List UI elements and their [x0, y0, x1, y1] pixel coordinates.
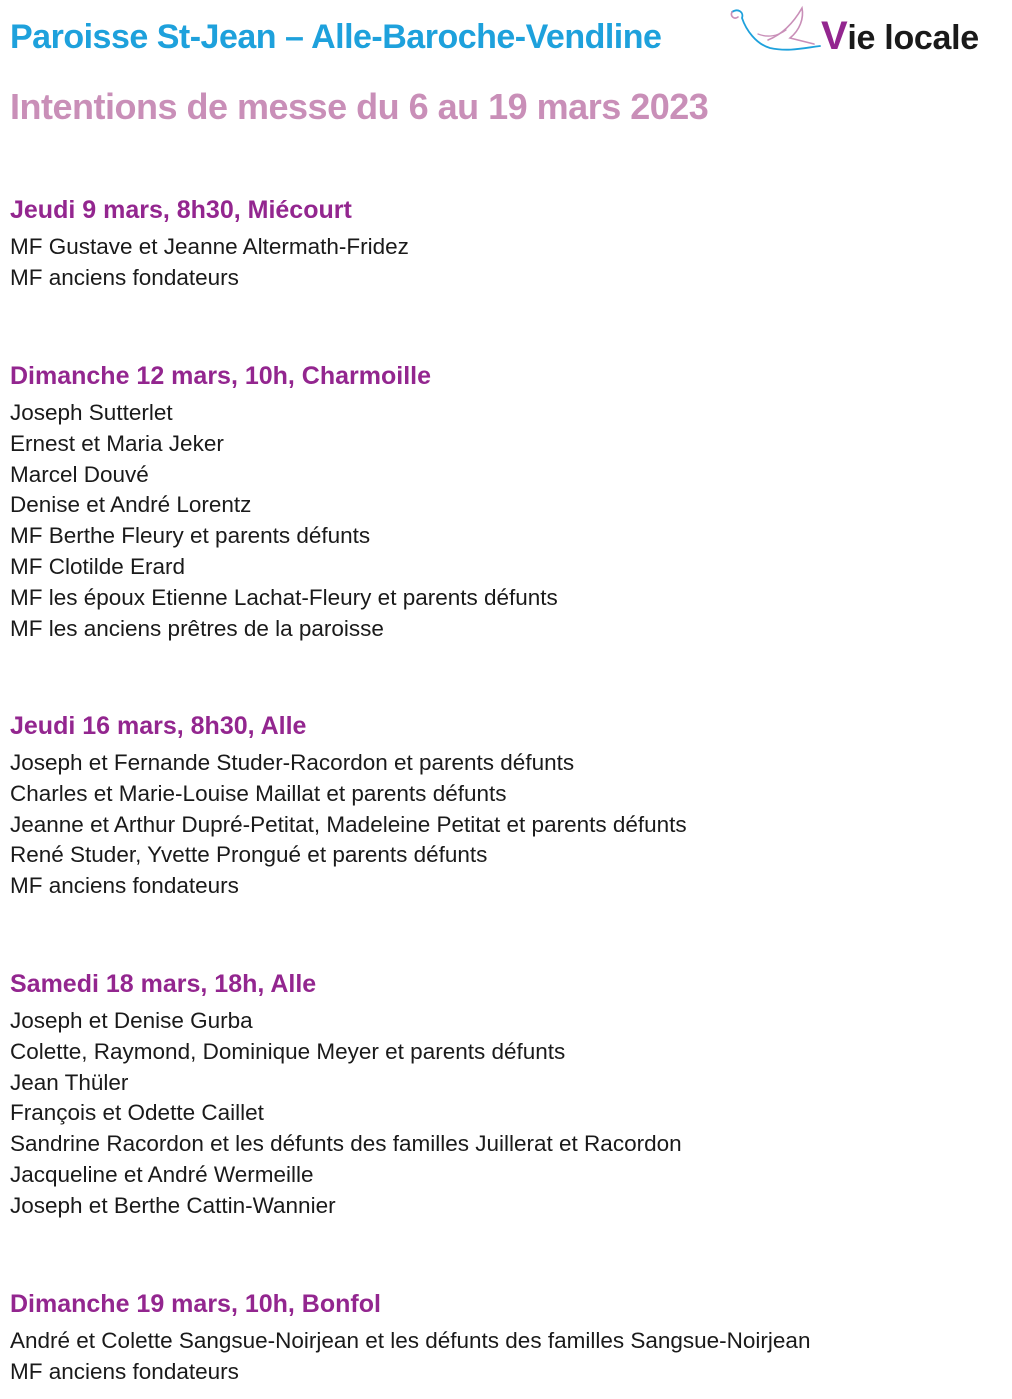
intention-item: MF anciens fondateurs [10, 873, 239, 899]
intention-item: MF Berthe Fleury et parents défunts [10, 523, 371, 549]
dove-icon [728, 4, 824, 62]
intention-item: MF anciens fondateurs [10, 264, 239, 290]
parish-title: Paroisse St-Jean – Alle-Baroche-Vendline [10, 18, 662, 56]
intention-item: Charles et Marie-Louise Maillat et parents défunts [10, 780, 507, 806]
intention-item: Sandrine Racordon et les défunts des familles Juillerat et Racordon [10, 1131, 682, 1157]
section-label-rest: ie locale [847, 19, 979, 57]
intention-item: Jacqueline et André Wermeille [10, 1161, 314, 1187]
page-header [10, 16, 1000, 66]
section-label-initial: V [821, 14, 848, 58]
intention-item: François et Odette Caillet [10, 1100, 264, 1126]
section-label [821, 14, 979, 59]
intention-item: MF Clotilde Erard [10, 553, 186, 579]
mass-block [10, 968, 1000, 1222]
mass-heading: Samedi 18 mars, 18h, Alle [10, 970, 317, 998]
intention-item: MF anciens fondateurs [10, 1358, 239, 1384]
intention-item: René Studer, Yvette Prongué et parents défunts [10, 842, 488, 868]
intention-item: MF les anciens prêtres de la paroisse [10, 615, 384, 641]
mass-block [10, 360, 1000, 644]
mass-block [10, 194, 1000, 294]
mass-heading: Jeudi 16 mars, 8h30, Alle [10, 712, 307, 740]
intention-item: Colette, Raymond, Dominique Meyer et parents défunts [10, 1038, 566, 1064]
intention-item: Jean Thüler [10, 1069, 129, 1095]
intentions-list [10, 748, 1000, 902]
document-title: Intentions de messe du 6 au 19 mars 2023 [10, 86, 709, 127]
intention-item: Ernest et Maria Jeker [10, 430, 224, 456]
intentions-list [10, 1006, 1000, 1222]
intentions-list [10, 1326, 1000, 1388]
mass-block [10, 1288, 1000, 1388]
intention-item: Denise et André Lorentz [10, 492, 252, 518]
intentions-list [10, 232, 1000, 294]
intention-item: André et Colette Sangsue-Noirjean et les défunts des familles Sangsue-Noirjean [10, 1328, 811, 1353]
intention-item: MF les époux Etienne Lachat-Fleury et parents défunts [10, 584, 558, 610]
mass-heading: Dimanche 19 mars, 10h, Bonfol [10, 1290, 381, 1318]
mass-heading: Jeudi 9 mars, 8h30, Miécourt [10, 196, 352, 224]
intention-item: Jeanne et Arthur Dupré-Petitat, Madeleine Petitat et parents défunts [10, 811, 687, 837]
mass-block [10, 710, 1000, 902]
intentions-list [10, 398, 1000, 644]
mass-heading: Dimanche 12 mars, 10h, Charmoille [10, 362, 432, 390]
intention-item: Joseph Sutterlet [10, 400, 173, 425]
intention-item: Joseph et Denise Gurba [10, 1008, 253, 1033]
intention-item: Joseph et Fernande Studer-Racordon et parents défunts [10, 750, 575, 775]
intention-item: Joseph et Berthe Cattin-Wannier [10, 1192, 336, 1218]
intention-item: Marcel Douvé [10, 461, 149, 487]
intention-item: MF Gustave et Jeanne Altermath-Fridez [10, 234, 409, 259]
